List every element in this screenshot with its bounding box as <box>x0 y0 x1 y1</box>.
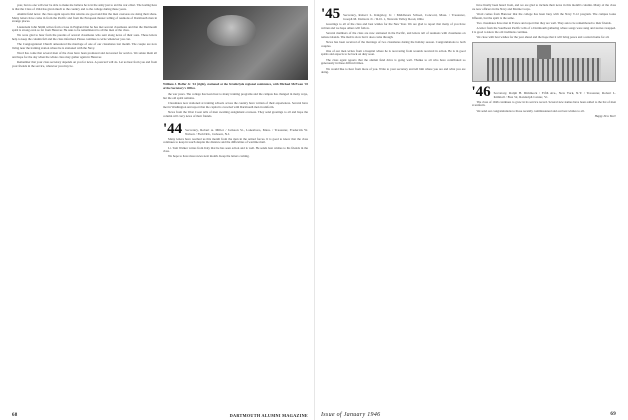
paragraph: A letter from the Southwest Pacific tells of a Dartmouth gathering where songs were sung and stories swapped. It is good to know the old traditions continue. <box>471 26 616 34</box>
class-number: '45 <box>321 6 341 22</box>
paragraph: Greetings to all of the class and best wishes for the New Year. We are glad to report that many of you have written and we hope others will follow. <box>321 22 466 30</box>
class-number: '46 <box>471 83 491 100</box>
paragraph: Word comes from Hanover that the college has been busy with the Navy V-12 program. The campus looks different, but the spirit is the same. <box>471 11 616 20</box>
paragraph: Remember that your class secretary depends on you for news. A postcard will do. Let us hear from you and from your friends in the service, wherever you may be. <box>12 60 157 68</box>
magazine-title: DARTMOUTH ALUMNI MAGAZINE <box>229 413 308 418</box>
issue-date: Issue of January 1946 <box>321 412 381 418</box>
paragraph: We were glad to hear from the parents of several classmates who sent along news of their sons. These letters help to keep the column full and the class informed. Please continue to write whenever you can. <box>12 33 157 42</box>
class-number: '44 <box>163 120 183 137</box>
paragraph: News has been received of the marriage of two classmates during the holiday season. Congratulations to both couples. <box>321 39 466 48</box>
paragraph: Classmates now stationed at training schools across the country have written of their experiences. Several have met in Washington and report that the capital is crowded with Dartmouth men in uniform. <box>163 101 308 110</box>
photo-caption: William J. Hoffer Jr. '44 (right), stationed at the Strathclyde regional conference, with Michael McEwan '45 of the Secretary's Office. <box>163 82 308 90</box>
paragraph: Lieutenant John Smith writes from a base in England that he has met several classmates and that the Dartmouth spirit is strong even so far from Hanover. He asks to be remembered to all the men of the class. <box>12 24 157 33</box>
paragraph: We close with best wishes for the year ahead and the hope that it will bring peace and a return home for all. <box>476 34 610 39</box>
paragraph: year, but no one will ever be able to make me believe he is in the army just to aid the war effort. The feeling here is that the Class of 1944 has given much to the country and to the college during these years. <box>12 4 157 11</box>
paragraph: We hope to have more news next month. Keep the letters coming. <box>168 154 250 159</box>
closing-signature: Happy New Year! <box>594 113 616 118</box>
right-column-2 <box>472 4 617 406</box>
page-number: 69 <box>610 412 616 417</box>
paragraph: the war years. The college has been host to many training programs and the campus has changed in many ways, but the old spirit remains. <box>163 92 308 101</box>
right-footer <box>321 412 616 418</box>
class-photo <box>163 6 308 80</box>
class-header: Secretary, Robert L. Kingsley, Jr. / Middlesex School, Concord, Mass. / Treasurer, Joseph M. Danvers Jr. / R.D. 1, Newark Valley Road, Ohio <box>343 13 466 22</box>
paragraph: Several members of the class are now stationed in the Pacific, and letters tell of reunions with classmates on remote islands. The mail is slow but it does come through. <box>321 30 466 39</box>
paragraph: News from the West Coast tells of men awaiting assignment overseas. They send greetings to all and hope the column will carry news of their friends. <box>163 110 308 118</box>
paragraph: We would like to hear from more of you. Write to your secretary and tell him where you are and what you are doing. <box>321 66 466 75</box>
paragraph: One of our men writes from a hospital where he is recovering from wounds received in action. He is in good spirits and expects to be back on duty soon. <box>321 48 466 57</box>
class-heading-45 <box>321 7 466 22</box>
paragraph: Many letters have reached us this month from the men in the armed forces. It is good to know that the class continues to keep in touch despite the distance and the difficulties of wartime mail. <box>163 136 308 145</box>
paragraph: Two classmates have met in France and report that they are well. They ask to be remembered to their friends. <box>476 20 612 25</box>
paragraph: Word has come that several men of the class have been promoted and decorated for service. We salute them all and hope for the day when the whole class may gather again in Hanover. <box>12 51 157 59</box>
class-heading-44 <box>163 122 308 137</box>
paragraph: The class of 1946 continues to grow in its service record. Several new names have been added to the list of men in uniform. <box>471 99 616 108</box>
paragraph: The class agent reports that the alumni fund drive is going well. Thanks to all who have contributed so generously in these difficult times. <box>321 57 466 66</box>
class-header: Secretary, Robert A. Miller / Jackson St., Lanesboro, Mass. / Treasurer, Frederick W. Nelson / Field Rd., Jackson, N.J. <box>185 128 308 136</box>
class-header: Secretary, Ralph H. Dimmock / Fifth Ave., New York, N.Y. / Treasurer, Robert L. Kimball / Box 52, Randolph Center, Vt. <box>493 91 616 99</box>
page-number: 68 <box>12 413 18 418</box>
paragraph: We send our congratulations to those recently commissioned and our best wishes to all. <box>476 108 585 113</box>
building-illustration <box>472 42 617 82</box>
left-footer <box>12 413 308 418</box>
class-heading-46 <box>472 85 617 100</box>
paragraph: The Congregational Church announced the marriage of one of our classmates last month. The couple are now living near the training station where he is stationed with the Navy. <box>12 42 157 51</box>
paragraph: Alumni fund news: the class agent reports that returns are good and that the men overseas are doing their share. Many letters have come in from the Pacific and from the European theater telling of reunions of Dartmouth men in strange places. <box>12 11 157 24</box>
right-column-1 <box>321 4 466 406</box>
left-column-1 <box>12 4 157 406</box>
paragraph: Lt. Tom Walker writes from Italy that he has seen action and is well. He sends best wishes to his friends in the class. <box>163 145 308 154</box>
right-page <box>314 0 628 420</box>
paragraph: have finally been heard from, and we are glad to include their news in this month's column. Many of the class are now officers in the Navy and Marine Corps. <box>471 4 616 11</box>
left-column-2 <box>163 4 308 406</box>
